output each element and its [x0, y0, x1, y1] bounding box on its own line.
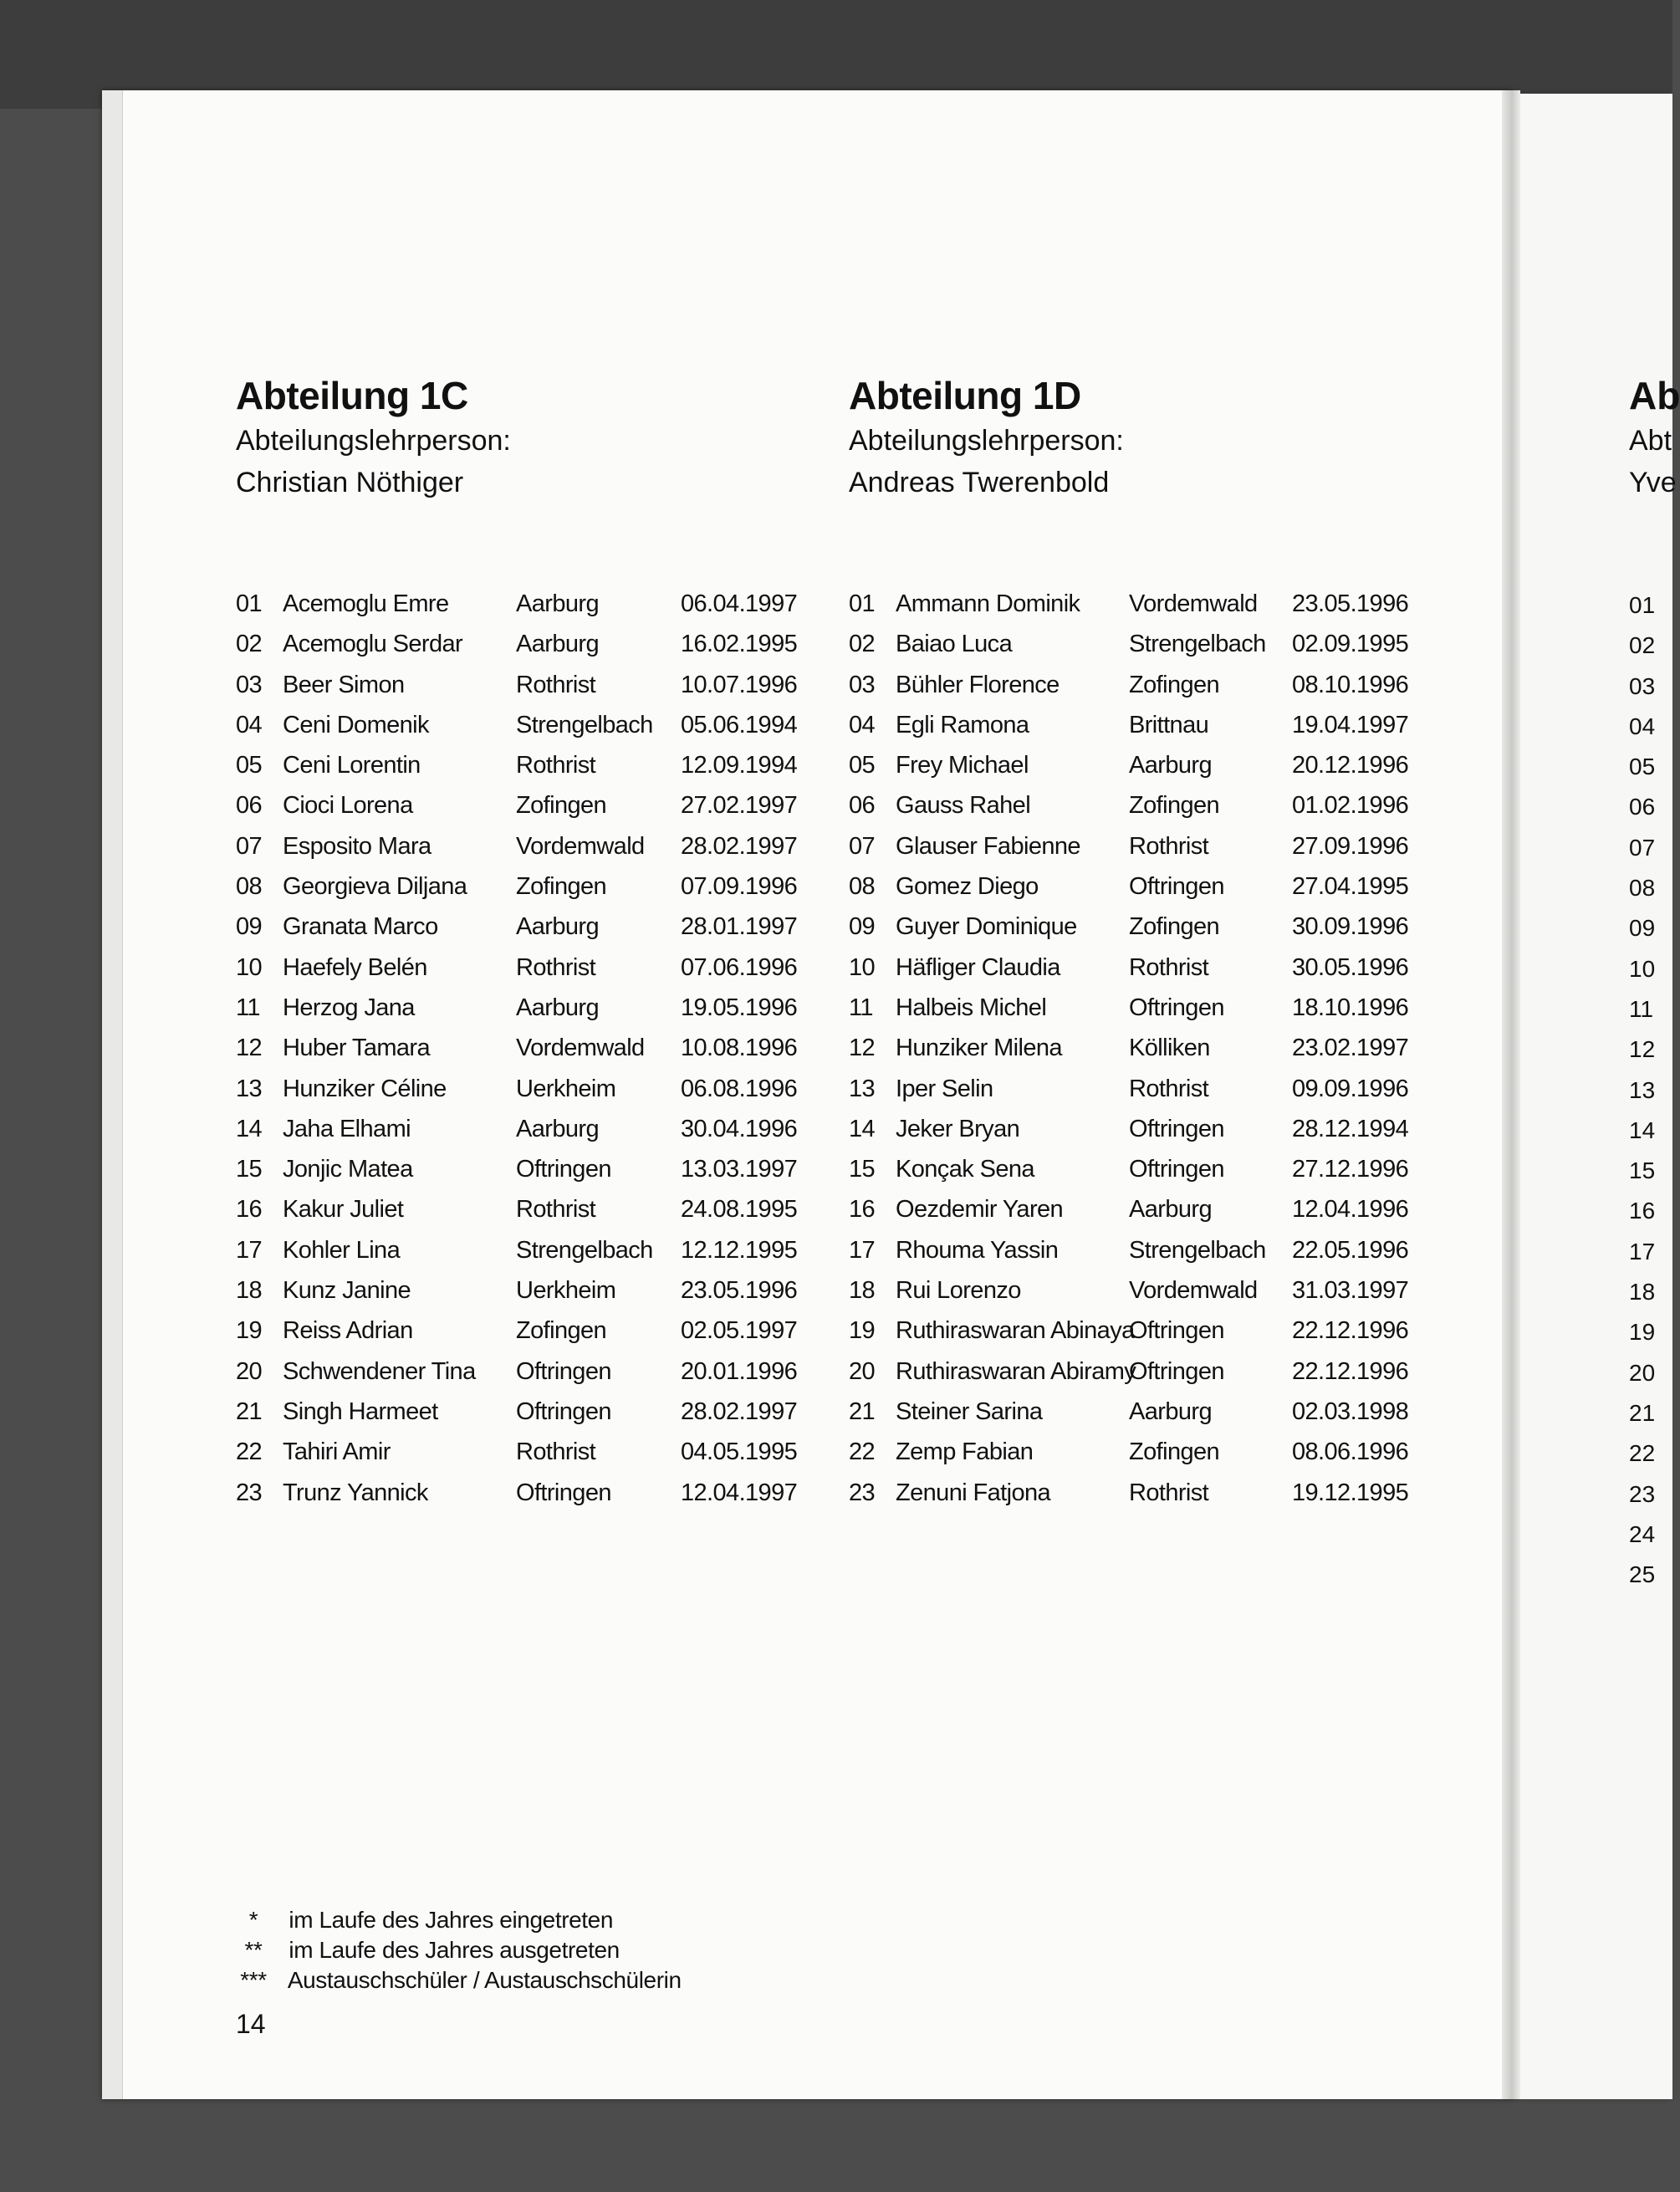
student-name: Singh Harmeet	[283, 1397, 438, 1425]
student-place: Aarburg	[516, 913, 599, 941]
student-number: 08	[849, 873, 876, 901]
student-birthdate: 02.03.1998	[1292, 1397, 1409, 1425]
student-place: Aarburg	[1129, 1397, 1212, 1425]
student-place: Aarburg	[1129, 752, 1212, 779]
student-name: Gomez Diego	[896, 873, 1039, 901]
student-birthdate: 28.02.1997	[681, 832, 798, 860]
legend-row	[224, 1965, 682, 1995]
student-birthdate: 10.08.1996	[681, 1035, 798, 1062]
student-number: 23	[236, 1479, 263, 1506]
row-number: 08	[1629, 875, 1656, 902]
student-name: Herzog Jana	[283, 994, 415, 1021]
student-number: 20	[236, 1357, 263, 1385]
student-name: Baiao Luca	[896, 631, 1013, 658]
student-number: 07	[236, 832, 263, 860]
student-number: 04	[236, 711, 263, 738]
student-place: Strengelbach	[516, 711, 653, 738]
student-place: Kölliken	[1129, 1035, 1210, 1062]
student-birthdate: 22.05.1996	[1292, 1236, 1409, 1264]
student-place: Oftringen	[516, 1397, 611, 1425]
row-number: 18	[1629, 1279, 1656, 1305]
student-birthdate: 16.02.1995	[681, 631, 798, 658]
student-place: Rothrist	[516, 1196, 596, 1224]
row-number: 07	[1629, 834, 1656, 861]
student-number: 21	[236, 1397, 263, 1425]
student-place: Aarburg	[1129, 1196, 1212, 1224]
student-birthdate: 31.03.1997	[1292, 1277, 1409, 1305]
student-name: Gauss Rahel	[896, 792, 1031, 820]
row-number: 01	[1629, 592, 1656, 618]
student-birthdate: 23.05.1996	[1292, 590, 1409, 617]
student-birthdate: 02.05.1997	[681, 1317, 798, 1345]
student-number: 23	[849, 1479, 876, 1506]
section-teacher: Christian Nöthiger	[236, 467, 464, 498]
student-place: Rothrist	[1129, 1479, 1209, 1506]
student-number: 01	[236, 590, 263, 617]
student-name: Ruthiraswaran Abiramy	[896, 1357, 1136, 1385]
section-teacher: Andreas Twerenbold	[849, 467, 1110, 498]
student-number: 09	[849, 913, 876, 941]
student-place: Uerkheim	[516, 1277, 616, 1305]
row-number: 25	[1629, 1561, 1656, 1588]
legend-text: Austauschschüler / Austauschschülerin	[287, 1967, 682, 1993]
student-place: Uerkheim	[516, 1075, 616, 1102]
student-birthdate: 12.04.1996	[1292, 1196, 1409, 1224]
legend-symbol: ***	[240, 1967, 267, 1993]
row-number: 14	[1629, 1116, 1656, 1143]
student-birthdate: 27.02.1997	[681, 792, 798, 820]
student-number: 18	[849, 1277, 876, 1305]
student-number: 15	[849, 1156, 876, 1183]
student-place: Rothrist	[516, 1438, 596, 1466]
student-place: Oftringen	[516, 1479, 611, 1506]
student-birthdate: 05.06.1994	[681, 711, 798, 738]
student-place: Strengelbach	[516, 1236, 653, 1264]
row-number: 11	[1629, 995, 1654, 1022]
student-place: Zofingen	[516, 1317, 607, 1345]
student-number: 05	[236, 752, 263, 779]
student-number: 13	[849, 1075, 876, 1102]
student-place: Vordemwald	[516, 832, 645, 860]
student-name: Acemoglu Emre	[283, 590, 449, 617]
row-number: 20	[1629, 1359, 1656, 1386]
student-name: Hunziker Céline	[283, 1075, 447, 1102]
student-name: Kunz Janine	[283, 1277, 411, 1305]
student-name: Rui Lorenzo	[896, 1277, 1021, 1305]
student-number: 18	[236, 1277, 263, 1305]
row-number: 09	[1629, 915, 1656, 942]
student-number: 05	[849, 752, 876, 779]
student-birthdate: 19.12.1995	[1292, 1479, 1409, 1506]
student-number: 17	[236, 1236, 263, 1264]
student-birthdate: 24.08.1995	[681, 1196, 798, 1224]
student-number: 15	[236, 1156, 263, 1183]
row-number: 17	[1629, 1238, 1656, 1265]
student-number: 17	[849, 1236, 876, 1264]
student-birthdate: 08.10.1996	[1292, 671, 1409, 698]
legend	[224, 1905, 682, 1995]
student-name: Schwendener Tina	[283, 1357, 476, 1385]
student-number: 06	[849, 792, 876, 820]
student-birthdate: 12.09.1994	[681, 752, 798, 779]
section-subtitle: Abteilungslehrperson:	[849, 425, 1124, 457]
student-place: Rothrist	[516, 752, 596, 779]
student-name: Cioci Lorena	[283, 792, 413, 820]
student-birthdate: 23.02.1997	[1292, 1035, 1409, 1062]
student-number: 12	[849, 1035, 876, 1062]
student-name: Esposito Mara	[283, 832, 431, 860]
student-number: 16	[849, 1196, 876, 1224]
student-number: 10	[236, 953, 263, 981]
student-name: Georgieva Diljana	[283, 873, 467, 901]
student-place: Oftringen	[516, 1357, 611, 1385]
student-birthdate: 22.12.1996	[1292, 1357, 1409, 1385]
row-number: 12	[1629, 1036, 1656, 1063]
student-birthdate: 20.01.1996	[681, 1357, 798, 1385]
row-number: 21	[1629, 1399, 1656, 1426]
student-number: 07	[849, 832, 876, 860]
student-place: Brittnau	[1129, 711, 1209, 738]
student-place: Zofingen	[1129, 792, 1220, 820]
book-gutter	[1502, 90, 1520, 2099]
student-place: Rothrist	[1129, 832, 1209, 860]
student-place: Zofingen	[516, 792, 607, 820]
student-number: 09	[236, 913, 263, 941]
student-number: 22	[236, 1438, 263, 1466]
student-name: Kakur Juliet	[283, 1196, 404, 1224]
right-page-header	[1629, 372, 1680, 503]
student-place: Oftringen	[1129, 873, 1224, 901]
row-number: 10	[1629, 955, 1656, 982]
student-number: 19	[849, 1317, 876, 1345]
student-number: 06	[236, 792, 263, 820]
student-number: 03	[236, 671, 263, 698]
student-name: Haefely Belén	[283, 953, 427, 981]
student-place: Strengelbach	[1129, 1236, 1266, 1264]
student-birthdate: 07.09.1996	[681, 873, 798, 901]
student-place: Aarburg	[516, 590, 599, 617]
student-place: Zofingen	[1129, 1438, 1220, 1466]
row-number: 23	[1629, 1480, 1656, 1507]
student-place: Aarburg	[516, 994, 599, 1021]
row-number: 22	[1629, 1440, 1656, 1467]
student-number: 14	[236, 1115, 263, 1142]
student-place: Oftringen	[1129, 1156, 1224, 1183]
student-number: 14	[849, 1115, 876, 1142]
section-1c-header	[236, 372, 511, 503]
row-number: 16	[1629, 1198, 1656, 1224]
student-birthdate: 04.05.1995	[681, 1438, 798, 1466]
student-number: 02	[236, 631, 263, 658]
student-birthdate: 30.09.1996	[1292, 913, 1409, 941]
student-birthdate: 10.07.1996	[681, 671, 798, 698]
student-name: Iper Selin	[896, 1075, 993, 1102]
section-title: Abteilung 1D	[849, 374, 1081, 417]
student-name: Oezdemir Yaren	[896, 1196, 1064, 1224]
student-number: 22	[849, 1438, 876, 1466]
student-name: Frey Michael	[896, 752, 1029, 779]
student-place: Oftringen	[1129, 1357, 1224, 1385]
row-number: 24	[1629, 1520, 1656, 1547]
student-birthdate: 18.10.1996	[1292, 994, 1409, 1021]
student-birthdate: 08.06.1996	[1292, 1438, 1409, 1466]
student-name: Ruthiraswaran Abinaya	[896, 1317, 1135, 1345]
student-place: Rothrist	[516, 953, 596, 981]
student-number: 10	[849, 953, 876, 981]
student-name: Acemoglu Serdar	[283, 631, 463, 658]
student-birthdate: 27.12.1996	[1292, 1156, 1409, 1183]
student-birthdate: 09.09.1996	[1292, 1075, 1409, 1102]
student-name: Huber Tamara	[283, 1035, 431, 1062]
student-number: 08	[236, 873, 263, 901]
student-birthdate: 07.06.1996	[681, 953, 798, 981]
student-place: Rothrist	[1129, 953, 1209, 981]
row-number: 05	[1629, 754, 1656, 780]
student-place: Vordemwald	[1129, 1277, 1258, 1305]
student-name: Ceni Domenik	[283, 711, 429, 738]
student-name: Granata Marco	[283, 913, 438, 941]
legend-symbol: **	[244, 1937, 263, 1963]
student-place: Zofingen	[1129, 671, 1220, 698]
student-name: Ammann Dominik	[896, 590, 1080, 617]
student-number: 16	[236, 1196, 263, 1224]
student-birthdate: 28.02.1997	[681, 1397, 798, 1425]
student-name: Beer Simon	[283, 671, 405, 698]
student-name: Jeker Bryan	[896, 1115, 1020, 1142]
section-title: Abteilung 1C	[236, 374, 468, 417]
section-teacher: Yve	[1629, 467, 1677, 498]
student-name: Glauser Fabienne	[896, 832, 1080, 860]
student-place: Oftringen	[1129, 994, 1224, 1021]
student-name: Zenuni Fatjona	[896, 1479, 1051, 1506]
student-number: 12	[236, 1035, 263, 1062]
row-number: 13	[1629, 1076, 1656, 1103]
student-name: Hunziker Milena	[896, 1035, 1062, 1062]
student-number: 04	[849, 711, 876, 738]
student-birthdate: 19.04.1997	[1292, 711, 1409, 738]
student-name: Jaha Elhami	[283, 1115, 411, 1142]
student-birthdate: 01.02.1996	[1292, 792, 1409, 820]
student-birthdate: 28.01.1997	[681, 913, 798, 941]
row-number: 19	[1629, 1319, 1656, 1346]
student-birthdate: 27.04.1995	[1292, 873, 1409, 901]
student-birthdate: 23.05.1996	[681, 1277, 798, 1305]
student-birthdate: 30.05.1996	[1292, 953, 1409, 981]
student-number: 11	[236, 994, 260, 1021]
student-birthdate: 19.05.1996	[681, 994, 798, 1021]
student-place: Vordemwald	[516, 1035, 645, 1062]
legend-text: im Laufe des Jahres eingetreten	[289, 1907, 614, 1933]
student-name: Rhouma Yassin	[896, 1236, 1059, 1264]
legend-symbol: *	[248, 1907, 258, 1933]
student-name: Häfliger Claudia	[896, 953, 1060, 981]
student-birthdate: 27.09.1996	[1292, 832, 1409, 860]
student-name: Steiner Sarina	[896, 1397, 1043, 1425]
student-name: Ceni Lorentin	[283, 752, 421, 779]
legend-row	[224, 1935, 682, 1965]
row-number: 15	[1629, 1157, 1656, 1184]
student-place: Aarburg	[516, 631, 599, 658]
student-number: 01	[849, 590, 876, 617]
student-number: 11	[849, 994, 873, 1021]
right-page-row-numbers	[1629, 585, 1655, 1595]
student-place: Rothrist	[516, 671, 596, 698]
page-number: 14	[236, 2009, 266, 2039]
student-name: Egli Ramona	[896, 711, 1029, 738]
row-number: 03	[1629, 672, 1656, 699]
section-subtitle: Abteilungslehrperson:	[236, 425, 511, 457]
student-place: Zofingen	[1129, 913, 1220, 941]
row-number: 02	[1629, 632, 1656, 659]
student-birthdate: 30.04.1996	[681, 1115, 798, 1142]
student-name: Kohler Lina	[283, 1236, 401, 1264]
row-number: 06	[1629, 794, 1656, 820]
student-place: Oftringen	[1129, 1317, 1224, 1345]
student-number: 02	[849, 631, 876, 658]
student-name: Tahiri Amir	[283, 1438, 391, 1466]
student-place: Oftringen	[516, 1156, 611, 1183]
student-place: Oftringen	[1129, 1115, 1224, 1142]
student-number: 21	[849, 1397, 876, 1425]
legend-row	[224, 1905, 682, 1935]
section-subtitle: Abt	[1629, 425, 1672, 457]
student-place: Rothrist	[1129, 1075, 1209, 1102]
student-birthdate: 06.04.1997	[681, 590, 798, 617]
student-place: Vordemwald	[1129, 590, 1258, 617]
student-name: Konçak Sena	[896, 1156, 1034, 1183]
student-birthdate: 22.12.1996	[1292, 1317, 1409, 1345]
student-name: Halbeis Michel	[896, 994, 1047, 1021]
page-edge	[102, 90, 123, 2099]
student-birthdate: 12.04.1997	[681, 1479, 798, 1506]
student-number: 20	[849, 1357, 876, 1385]
legend-text: im Laufe des Jahres ausgetreten	[289, 1937, 620, 1963]
student-name: Trunz Yannick	[283, 1479, 428, 1506]
student-birthdate: 13.03.1997	[681, 1156, 798, 1183]
student-birthdate: 02.09.1995	[1292, 631, 1409, 658]
student-place: Aarburg	[516, 1115, 599, 1142]
student-birthdate: 28.12.1994	[1292, 1115, 1409, 1142]
student-place: Zofingen	[516, 873, 607, 901]
student-place: Strengelbach	[1129, 631, 1266, 658]
student-birthdate: 06.08.1996	[681, 1075, 798, 1102]
student-birthdate: 12.12.1995	[681, 1236, 798, 1264]
row-number: 04	[1629, 713, 1656, 739]
student-name: Jonjic Matea	[283, 1156, 413, 1183]
student-name: Reiss Adrian	[283, 1317, 413, 1345]
student-birthdate: 20.12.1996	[1292, 752, 1409, 779]
section-title: Ab	[1629, 374, 1680, 417]
student-number: 19	[236, 1317, 263, 1345]
student-number: 13	[236, 1075, 263, 1102]
student-name: Zemp Fabian	[896, 1438, 1034, 1466]
section-1d-header	[849, 372, 1124, 503]
student-number: 03	[849, 671, 876, 698]
student-name: Guyer Dominique	[896, 913, 1077, 941]
student-name: Bühler Florence	[896, 671, 1060, 698]
